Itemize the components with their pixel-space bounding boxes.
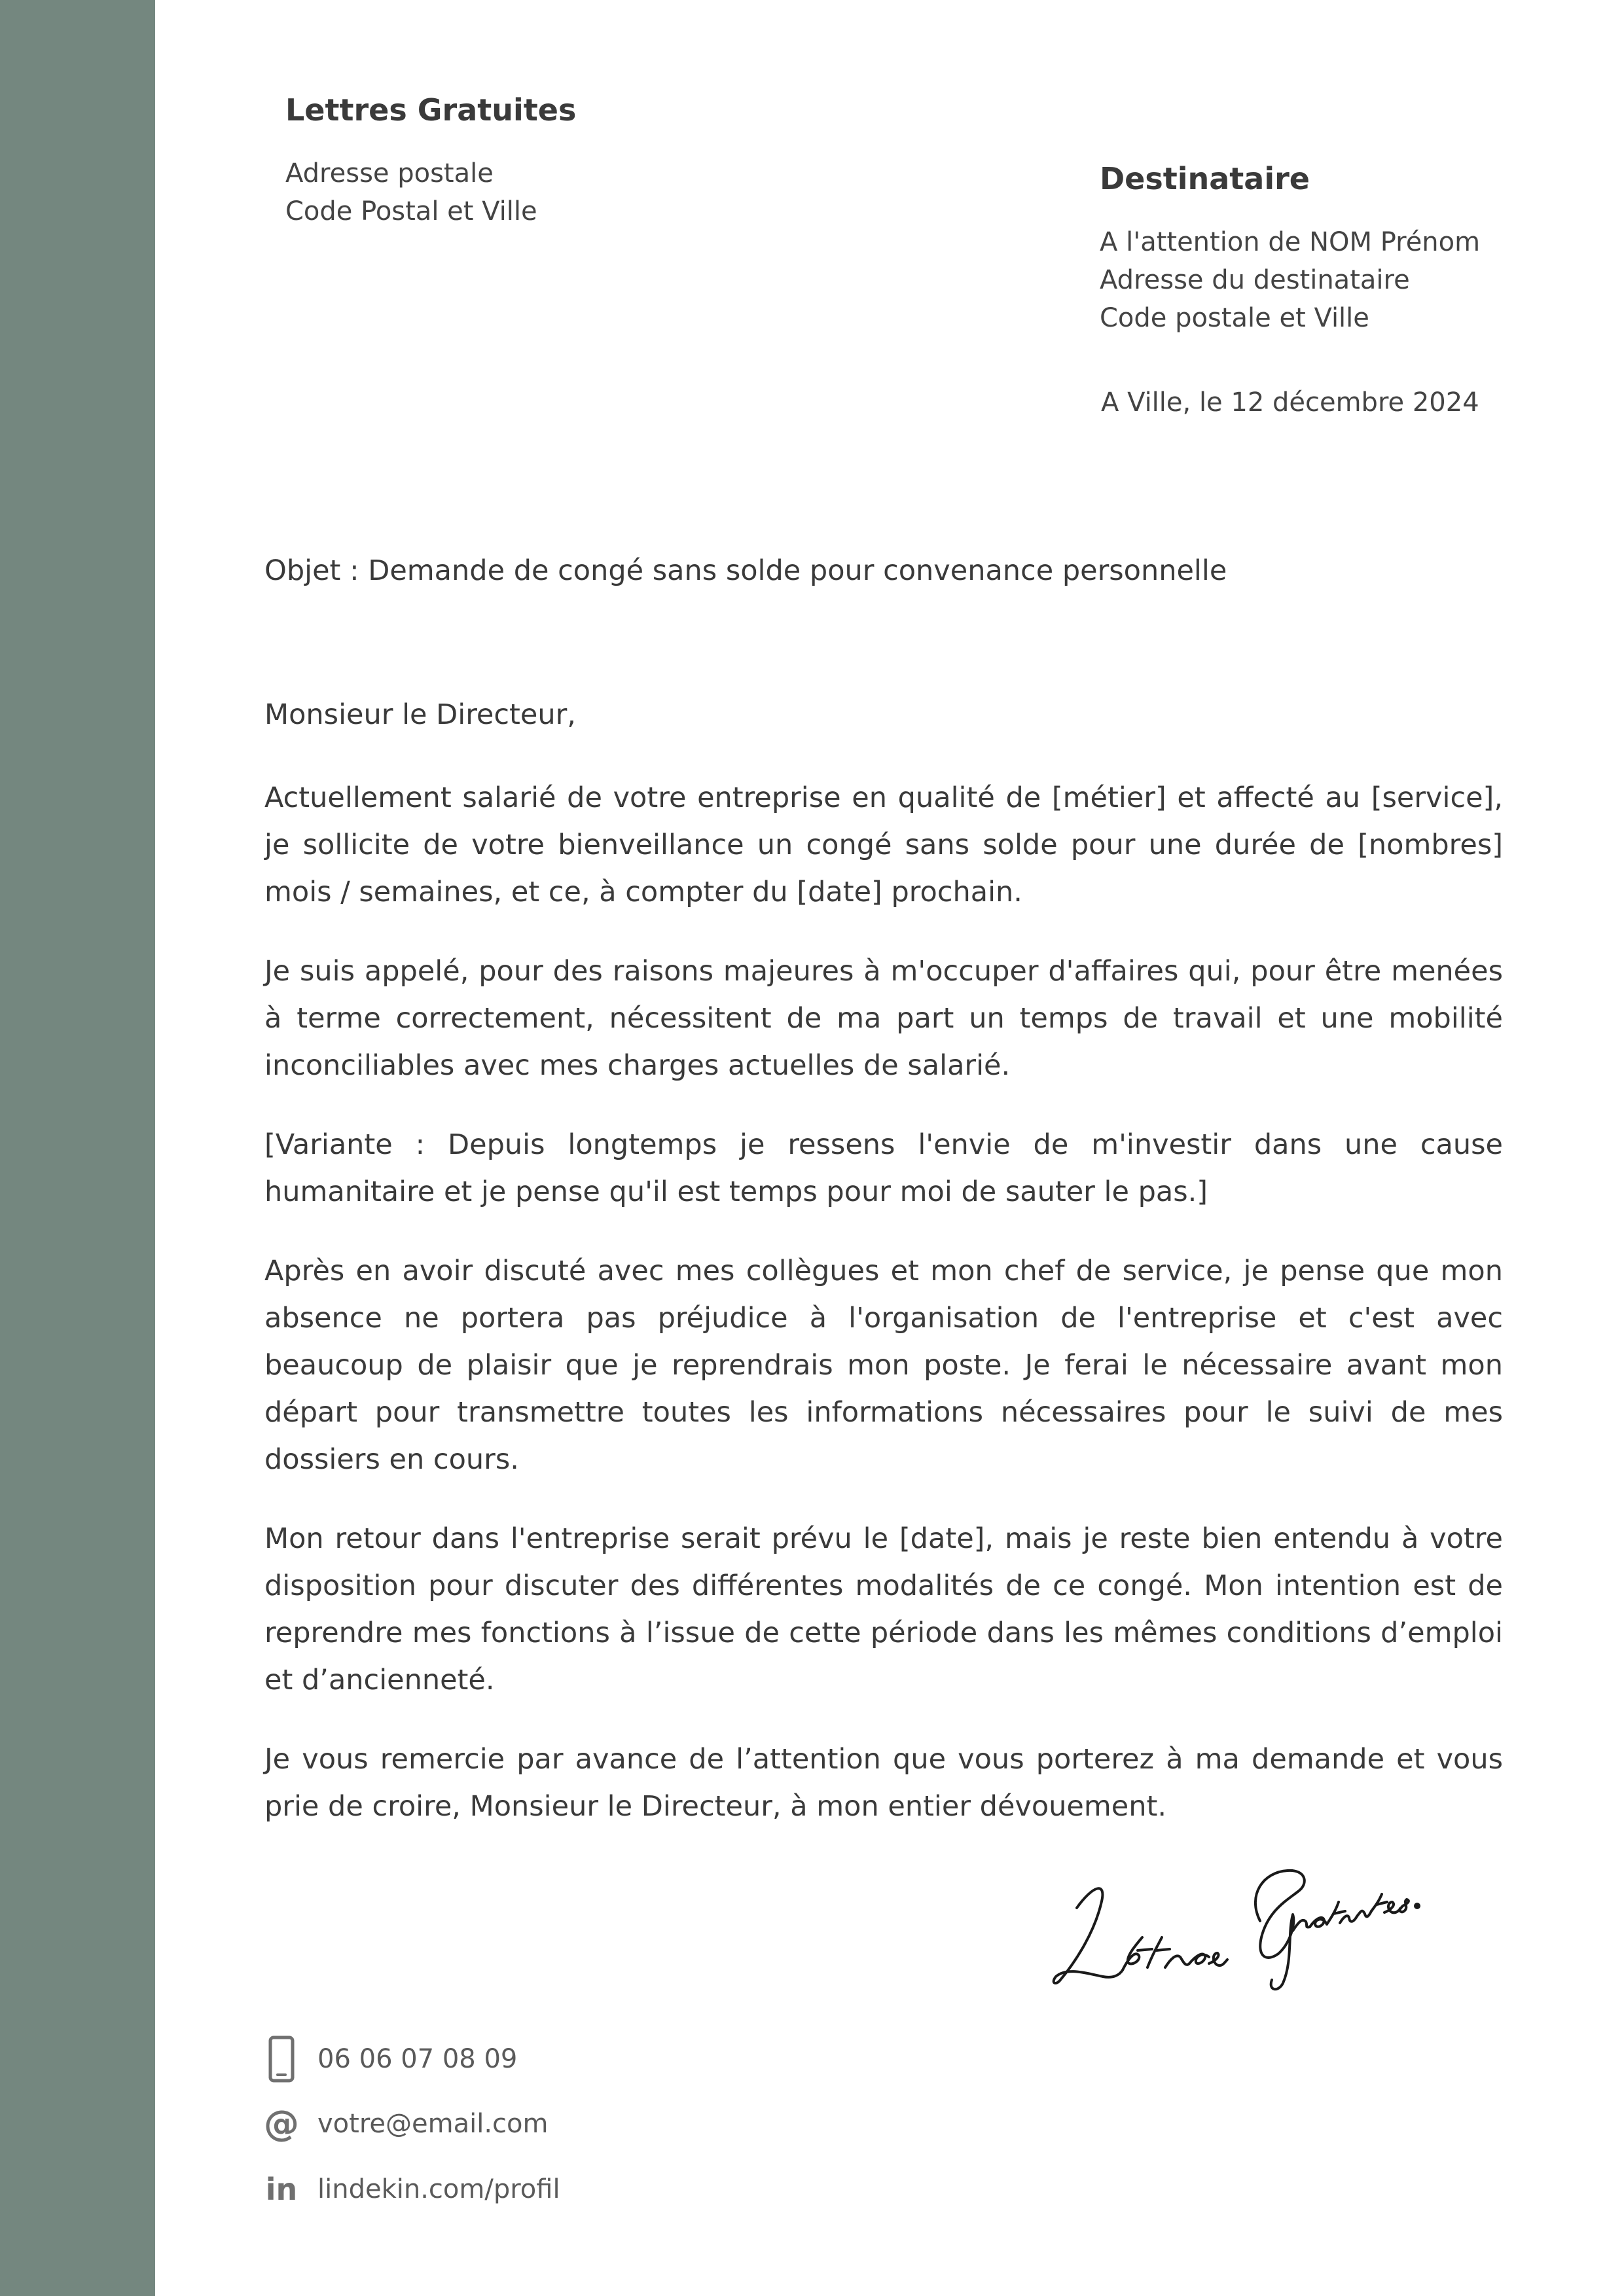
contact-email-row [262,2098,548,2150]
date-line: A Ville, le 12 décembre 2024 [1101,387,1479,418]
phone-icon [262,2036,301,2083]
side-band [0,0,155,2296]
recipient-title: Destinataire [1100,161,1310,196]
subject-line: Objet : Demande de congé sans solde pour convenance personnelle [264,554,1227,587]
sender-name: Lettres Gratuites [285,92,577,128]
signature [1031,1846,1424,1996]
contact-linkedin[interactable]: lindekin.com/profil [317,2174,560,2204]
body-paragraph: Mon retour dans l'entreprise serait prévu le [date], mais je reste bien entendu à votre disposition pour discuter des différentes modalités de ce congé. Mon intention est de reprendre mes fonctions à l’issue de cette période dans les mêmes conditions d’emploi et d’ancienneté. [264,1522,1503,1696]
sender-city-line: Code Postal et Ville [285,196,537,226]
contact-phone: 06 06 07 08 09 [317,2044,518,2074]
linkedin-icon: in [265,2172,298,2207]
body-paragraph: Je suis appelé, pour des raisons majeures à m'occuper d'affaires qui, pour être menées à terme correctement, nécessitent de ma part un temps de travail et une mobilité inconciliables avec mes charges actuelles de salarié. [264,955,1503,1082]
recipient-address-block [1100,223,1480,337]
body-paragraph: Je vous remercie par avance de l’attention que vous porterez à ma demande et vous prie de croire, Monsieur le Directeur, à mon entier dévouement. [264,1743,1503,1823]
contact-phone-row [262,2033,517,2085]
contact-linkedin-row [262,2163,560,2215]
recipient-address-line: Adresse du destinataire [1100,265,1410,295]
greeting: Monsieur le Directeur, [264,698,576,731]
body-paragraph: Après en avoir discuté avec mes collègues et mon chef de service, je pense que mon absence ne portera pas préjudice à l'organisation de l'entreprise et c'est avec beaucoup de plaisir que je reprendrais mon poste. Je ferai le nécessaire avant mon départ pour transmettre toutes les informations nécessaires pour le suivi de mes dossiers en cours. [264,1255,1503,1476]
body-paragraph: [Variante : Depuis longtemps je ressens l'envie de m'investir dans une cause humanitaire et je pense qu'il est temps pour moi de sauter le pas.] [264,1128,1503,1208]
recipient-city-line: Code postale et Ville [1100,303,1369,333]
letter-body [264,774,1503,1862]
recipient-attention-line: A l'attention de NOM Prénom [1100,227,1481,257]
body-paragraph: Actuellement salarié de votre entreprise en qualité de [métier] et affecté au [service], je sollicite de votre bienveillance un congé sans solde pour une durée de [nombres] mois / semaines, et ce, à compter du [date] prochain. [264,781,1503,908]
sender-address-line: Adresse postale [285,158,494,188]
sender-address-block [285,154,537,230]
at-icon: @ [264,2103,299,2144]
contact-email[interactable]: votre@email.com [317,2109,549,2139]
